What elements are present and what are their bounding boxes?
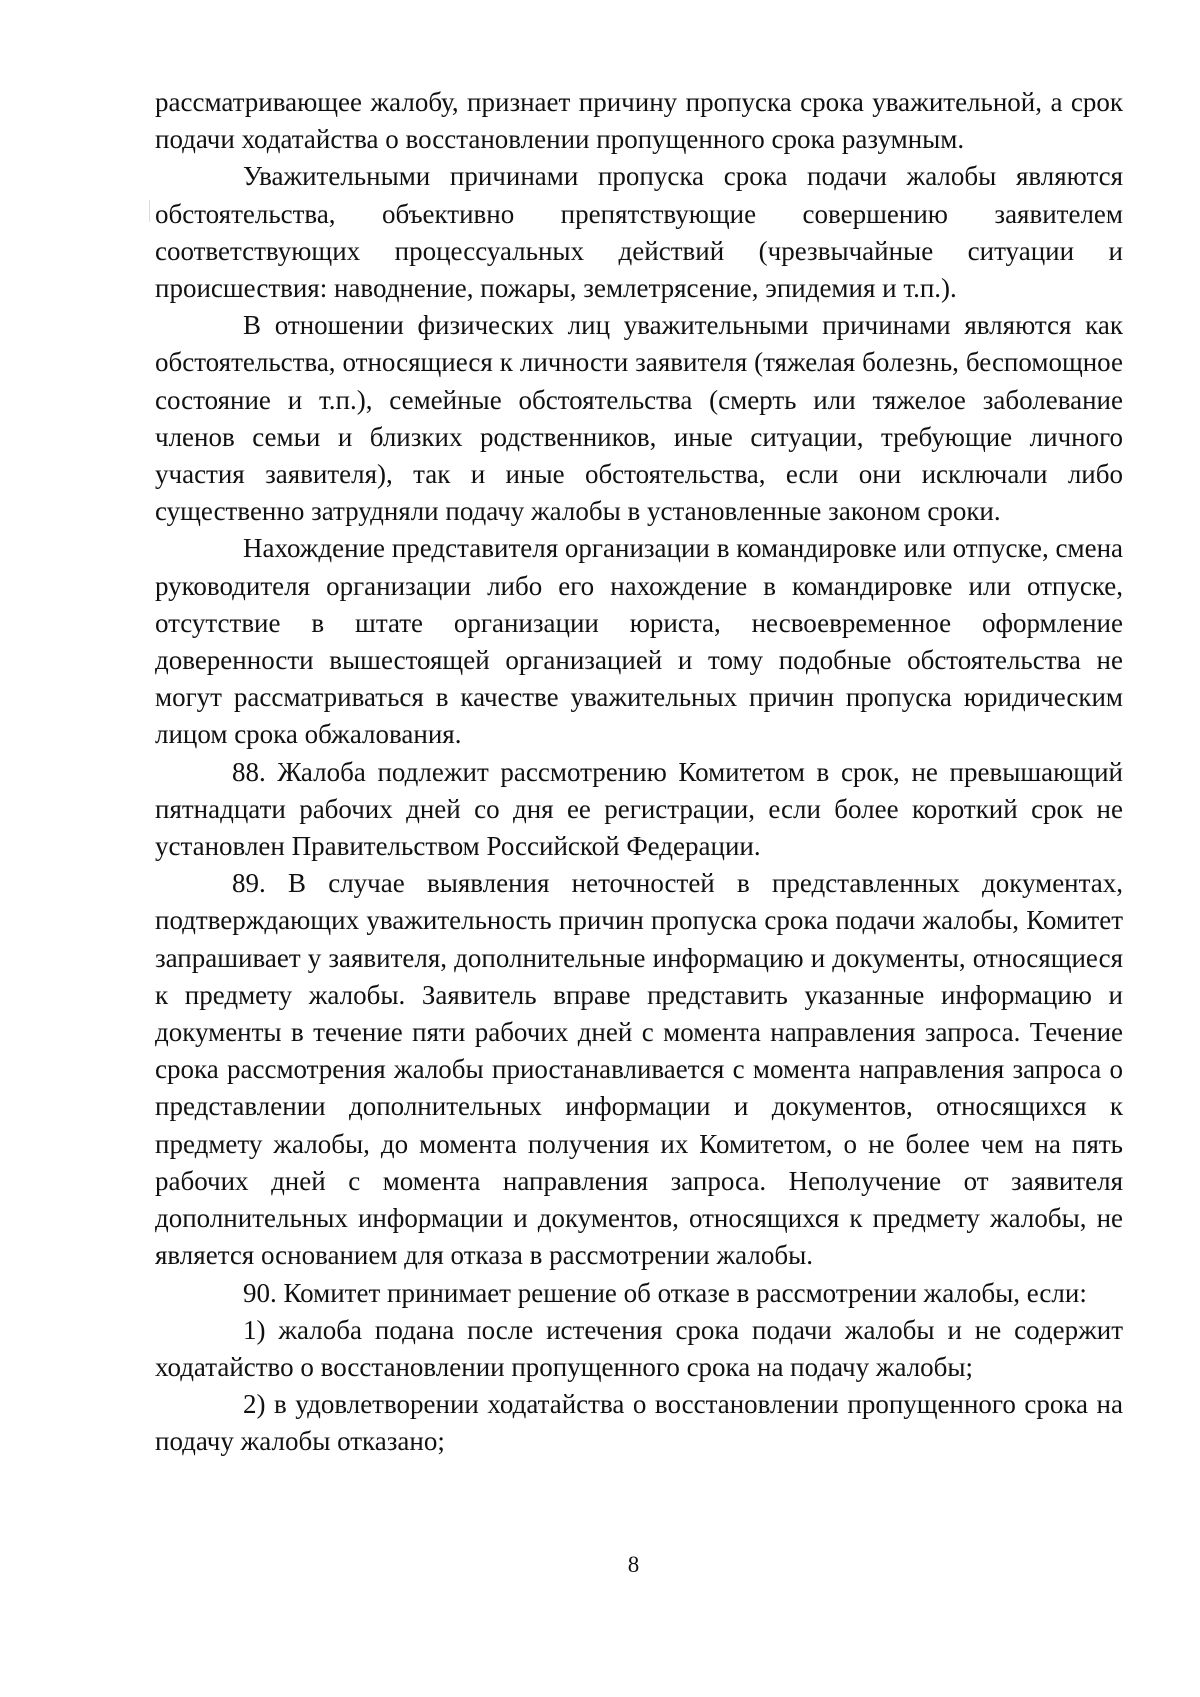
paragraph-item-88: 88. Жалоба подлежит рассмотрению Комитетом в срок, не превышающий пятнадцати рабочих дней со дня ее регистрации, если более короткий срок не установлен Правительством Российской Федерации. [155, 756, 1123, 862]
scan-artifact [149, 200, 150, 222]
paragraph-item-90-1: 1) жалоба подана после истечения срока подачи жалобы и не содержит ходатайство о восстановлении пропущенного срока на подачу жалобы; [155, 1314, 1123, 1382]
paragraph-organizations: Нахождение представителя организации в командировке или отпуске, смена руководителя организации либо его нахождение в командировке или отпуске, отсутствие в штате организации юриста, несвоевременное оформление доверенности вышестоящей организацией и тому подобные обстоятельства не могут рассматриваться в качестве уважительных причин пропуска юридическим лицом срока обжалования. [155, 533, 1123, 750]
paragraph-item-90: 90. Комитет принимает решение об отказе в рассмотрении жалобы, если: [243, 1277, 1087, 1308]
paragraph-continuation: рассматривающее жалобу, признает причину пропуска срока уважительной, а срок подачи ходатайства о восстановлении пропущенного срока разумным. [155, 87, 1123, 155]
document-body [155, 84, 1123, 1461]
paragraph-item-90-2: 2) в удовлетворении ходатайства о восстановлении пропущенного срока на подачу жалобы отказано; [155, 1389, 1123, 1457]
page-number: 8 [627, 1552, 640, 1577]
paragraph-individuals: В отношении физических лиц уважительными причинами являются как обстоятельства, относящиеся к личности заявителя (тяжелая болезнь, беспомощное состояние и т.п.), семейные обстоятельства (смерть или тяжелое заболевание членов семьи и близких родственников, иные ситуации, требующие личного участия заявителя), так и иные обстоятельства, если они исключали либо существенно затрудняли подачу жалобы в установленные законом сроки. [155, 310, 1123, 527]
paragraph-valid-reasons: Уважительными причинами пропуска срока подачи жалобы являются обстоятельства, объективно препятствующие совершению заявителем соответствующих процессуальных действий (чрезвычайные ситуации и происшествия: наводнение, пожары, землетрясение, эпидемия и т.п.). [155, 161, 1123, 304]
paragraph-item-89: 89. В случае выявления неточностей в представленных документах, подтверждающих уважительность причин пропуска срока подачи жалобы, Комитет запрашивает у заявителя, дополнительные информацию и документы, относящиеся к предмету жалобы. Заявитель вправе представить указанные информацию и документы в течение пяти рабочих дней с момента направления запроса. Течение срока рассмотрения жалобы приостанавливается с момента направления запроса о представлении дополнительных информации и документов, относящихся к предмету жалобы, до момента получения их Комитетом, о не более чем на пять рабочих дней с момента направления запроса. Неполучение от заявителя дополнительных информации и документов, относящихся к предмету жалобы, не является основанием для отказа в рассмотрении жалобы. [155, 868, 1123, 1271]
